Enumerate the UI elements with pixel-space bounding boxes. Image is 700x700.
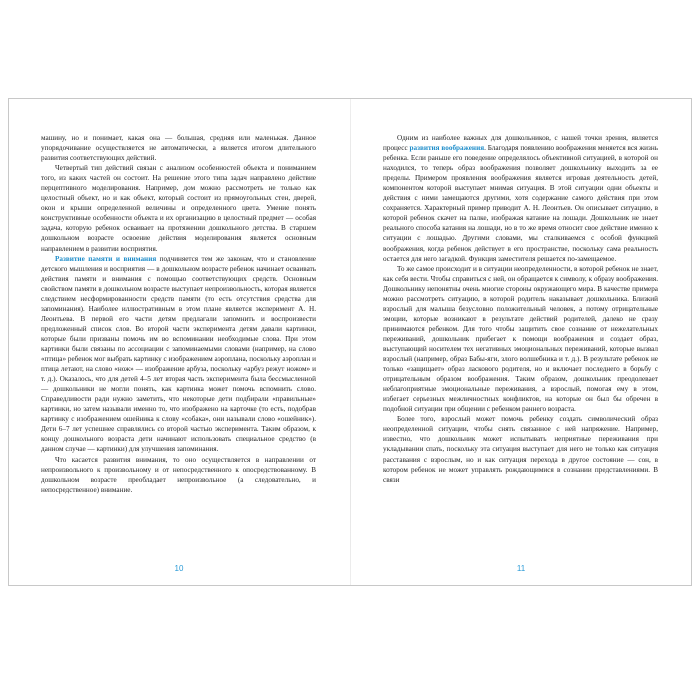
paragraph-text: машину, но и понимает, какая она — большая, средняя или маленькая. Данное упорядочивание осуществляется не автоматически, а является итогом длительного развития соответствующих действий. xyxy=(41,134,316,163)
left-page-number: 10 xyxy=(174,564,184,573)
right-paragraph-2 xyxy=(383,264,658,415)
paragraph-text: Более того, взрослый может помочь ребенку создать символический образ неопределенной ситуации, чтобы снять связанное с ней напряжение. Например, известно, что дошкольник может испытывать неприятные переживания при укладывании спать, поскольку эта ситуация выступает для него не только как ситуация расставания с взрослым, но и как ситуация перехода в другое состояние — сон, в котором ребенок не может управлять рождающимися в сознании представлениями. В связи xyxy=(383,415,658,484)
right-paragraph-1 xyxy=(383,133,658,264)
right-paragraph-3 xyxy=(383,414,658,484)
paragraph-text: То же самое происходит и в ситуации неопределенности, в которой ребенок не знает, как себя вести. Чтобы справиться с ней, он обращается к символу, к образу воображения. Дошкольнику непонятны очень многие стороны окружающего мира. В качестве примера можно рассмотреть ситуацию, в которой родитель наказывает дошкольника. Близкий взрослый для малыша безусловно положительный человек, а потому отрицательные эмоции, которые возникают в результате действий родителей, далеко не сразу принимаются ребенком. Для того чтобы защитить свое сознание от нежелательных переживаний, дошкольник прибегает к помощи воображения и создает образ, выступающий носителем тех негативных эмоциональных переживаний, которые вызвал взрослый (например, образ Бабы-яги, злого волшебника и т. д.). В результате ребенок не только «защищает» образ ласкового родителя, но и включает последнего в борьбу с отрицательным образом воображения. Таким образом, дошкольник преодолевает неблагоприятные эмоциональные переживания, а взрослый, помогая ему в этом, избегает серьезных межличностных конфликтов, на которые он был бы обречен в подобной ситуации при общении с ребенком раннего возраста. xyxy=(383,264,658,414)
left-paragraph-1 xyxy=(41,133,316,163)
right-page-number: 11 xyxy=(516,564,526,573)
left-page xyxy=(41,133,316,553)
paragraph-text: Одним из наиболее важных для дошкольников, с нашей точки зрения, является процесс xyxy=(383,134,658,153)
right-page xyxy=(383,133,658,553)
paragraph-text: . Благодаря появлению воображения меняется вся жизнь ребенка. Если раньше его поведение определялось объективной ситуацией, в которой он находился, то теперь образ воображения позволяет дошкольнику выходить за ее пределы. Примером проявления воображения является игровая деятельность детей, компонентом которой выступает мнимая ситуация. В этой ситуации одни объекты и действия с ними замещаются другими, хотя содержание самого действия при этом сохраняется. Характерный пример приводит А. Н. Леонтьев. Он описывает ситуацию, в которой ребенок скачет на палке, изображая катание на лошади. Дошкольник не знает реального способа катания на лошади, но в то же время относит свое действие именно к ситуации с лошадью. Другими словами, мы сталкиваемся с особой функцией воображения, когда ребенок действует в его пространстве, поскольку сама реальность остается для него загадкой. Функция заместителя решается по-замещаемое. xyxy=(383,144,658,263)
left-paragraph-2 xyxy=(41,163,316,253)
left-paragraph-3 xyxy=(41,254,316,455)
left-paragraph-4 xyxy=(41,455,316,495)
paragraph-text: подчиняется тем же законам, что и становление детского мышления и восприятия — в дошкольном возрасте ребенок начинает осваивать действия памяти и внимания с помощью соответствующих средств. Основным свойством памяти в дошкольном возрасте выступает непроизвольность, которая является следствием несформированности средств памяти (то есть отсутствия средства для запоминания). Наиболее иллюстративным в этом плане является эксперимент А. Н. Леонтьева. В первой его части детям предлагали запомнить и воспроизвести предложенный список слов. Во второй части эксперимента детям давали картинки, которые были призваны помочь им во вспоминании необходимые слова. При этом картинки были связаны по ассоциации с запоминаемыми словами (например, на слово «птица» ребенок мог выбрать картинку с изображением аэроплана, поскольку аэроплан и птица летают, на слово «нож» — изображение арбуза, поскольку «арбуз режут ножом» и т. д.). Оказалось, что для детей 4–5 лет вторая часть эксперимента была бессмысленной — дошкольники не могли понять, как картинка может помочь вспомнить слово. Справедливости ради нужно заметить, что некоторые дети подбирали «правильные» картинки, но затем называли именно то, что изображено на карточке (то есть, подобрав картинку с изображением ошейника к слову «собака», они называли слово «ошейник»). Дети 6–7 лет успешнее справлялись со второй частью эксперимента. Таким образом, к концу дошкольного возраста дети начинают использовать специальное средство (в данном случае — картинки) для улучшения запоминания. xyxy=(41,254,316,454)
book-gutter xyxy=(350,99,351,585)
book-spread xyxy=(8,98,692,586)
paragraph-text: Четвертый тип действий связан с анализом особенностей объекта и пониманием того, из каких частей он состоит. На решение этого типа задач направлено действие перцептивного моделирования. Например, дом можно рассмотреть не только как целостный объект, но и как объект, который состоит из прямоугольных стен, дверей, окон и крыши определенной величины и определенного цвета. Умение понять конструктивные особенности объекта и их организацию в целостный предмет — особая задача, которую ребенок осваивает на протяжении дошкольного детства. В старшем дошкольном возрасте освоение действия моделирования является основным направлением в развитии восприятия. xyxy=(41,164,316,253)
paragraph-text: Что касается развития внимания, то оно осуществляется в направлении от непроизвольного к произвольному и от непосредственного к опосредствованному. В дошкольном возрасте преобладает непроизвольное (а следовательно, и непосредственное) внимание. xyxy=(41,455,316,494)
highlighted-term: развития воображения xyxy=(409,144,485,153)
highlighted-term: Развитие памяти и внимания xyxy=(55,254,157,263)
